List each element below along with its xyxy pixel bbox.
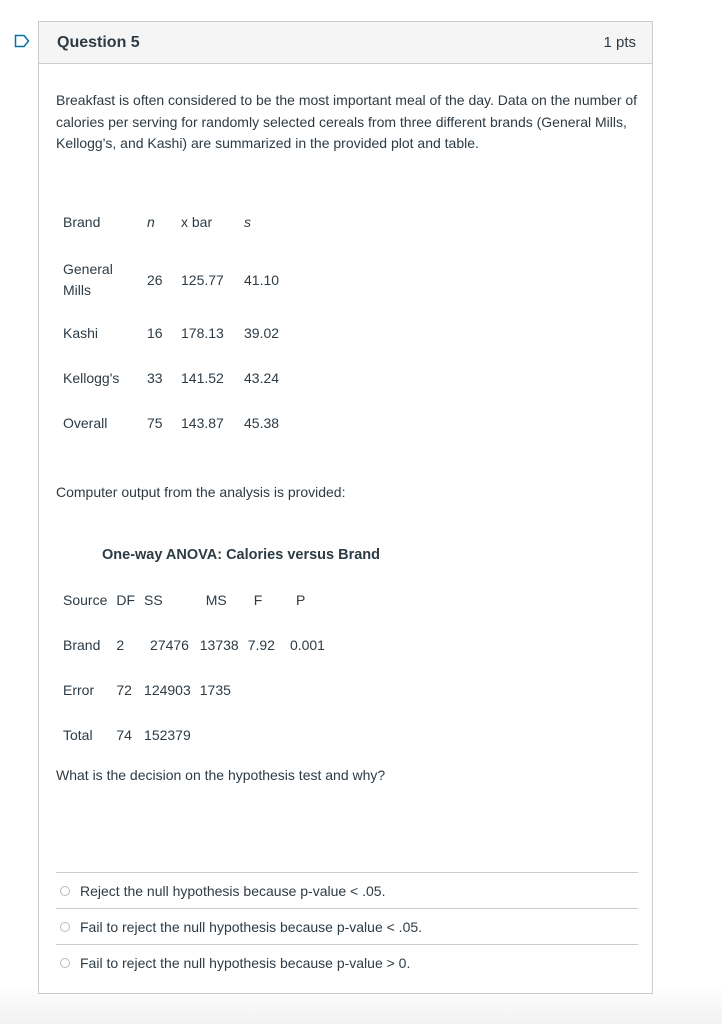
row-xbar: 125.77 (181, 271, 224, 288)
row-brand: Kellogg's (63, 370, 120, 386)
header-brand: Brand (63, 214, 101, 230)
question-prompt: What is the decision on the hypothesis test and why? (56, 767, 386, 783)
row-brand: Overall (63, 415, 108, 431)
header-s: s (244, 214, 251, 230)
answer-option-2[interactable] (56, 909, 638, 945)
anova-f: 7.92 (247, 637, 275, 653)
row-s: 45.38 (244, 415, 280, 431)
answer-label: Reject the null hypothesis because p-value < .05. (80, 882, 386, 899)
flag-icon[interactable] (14, 34, 30, 48)
row-s: 39.02 (244, 325, 280, 341)
anova-p: 0.001 (289, 637, 325, 653)
table-row (57, 410, 298, 436)
table-row (57, 259, 298, 301)
row-n: 26 (147, 271, 163, 288)
anova-header-ss: SS (144, 592, 163, 608)
anova-source: Brand (63, 637, 101, 653)
anova-title: One-way ANOVA: Calories versus Brand (102, 547, 380, 563)
table-row (57, 632, 328, 658)
row-n: 33 (147, 370, 163, 386)
row-n: 75 (147, 415, 163, 431)
anova-header-row (57, 587, 328, 613)
question-points: 1 pts (603, 34, 636, 51)
anova-header-source: Source (63, 592, 108, 608)
anova-header-p: P (295, 592, 306, 608)
anova-df: 2 (116, 637, 125, 653)
question-card (38, 21, 653, 994)
anova-df: 74 (116, 727, 132, 743)
anova-header-f: F (253, 592, 263, 608)
answer-option-3[interactable] (56, 945, 638, 980)
table-row (57, 320, 298, 346)
summary-table (57, 204, 298, 436)
answer-list (56, 872, 638, 980)
anova-ss: 27476 (150, 637, 189, 653)
radio-icon[interactable] (60, 958, 70, 968)
radio-icon[interactable] (60, 922, 70, 932)
anova-header-df: DF (116, 592, 136, 608)
row-brand: General Mills (63, 261, 113, 298)
row-xbar: 141.52 (181, 370, 224, 386)
anova-f (242, 722, 278, 748)
header-n: n (147, 214, 155, 230)
anova-header-ms: MS (205, 592, 227, 608)
row-s: 41.10 (244, 271, 280, 288)
row-brand: Kashi (63, 325, 99, 341)
anova-ms: 13738 (199, 637, 239, 653)
anova-ss: 152379 (144, 727, 191, 743)
radio-icon[interactable] (60, 886, 70, 896)
anova-source: Error (63, 682, 95, 698)
output-label: Computer output from the analysis is provided: (56, 484, 346, 500)
row-s: 43.24 (244, 370, 280, 386)
header-xbar: x bar (181, 214, 213, 230)
row-xbar: 143.87 (181, 415, 224, 431)
question-intro: Breakfast is often considered to be the most important meal of the day. Data on the number of calories per serving for randomly selected cereals from three different brands (General Mills, Kellogg's, and Kashi) are summarized in the provided plot and table. (56, 92, 638, 151)
anova-source: Total (63, 727, 93, 743)
table-row (57, 365, 298, 391)
summary-header-row (57, 204, 298, 240)
anova-table (57, 587, 328, 748)
question-header (39, 22, 652, 64)
table-row (57, 677, 328, 703)
anova-ms: 1735 (199, 682, 231, 698)
question-title: Question 5 (57, 33, 140, 51)
row-n: 16 (147, 325, 163, 341)
answer-option-1[interactable] (56, 873, 638, 909)
anova-f (242, 677, 278, 703)
anova-ms (194, 722, 242, 748)
anova-p (278, 677, 328, 703)
answer-label: Fail to reject the null hypothesis because p-value < .05. (80, 918, 423, 935)
anova-df: 72 (116, 682, 132, 698)
table-row (57, 722, 328, 748)
answer-label: Fail to reject the null hypothesis because p-value > 0. (80, 954, 411, 971)
anova-p (278, 722, 328, 748)
anova-ss: 124903 (144, 682, 191, 698)
row-xbar: 178.13 (181, 325, 224, 341)
